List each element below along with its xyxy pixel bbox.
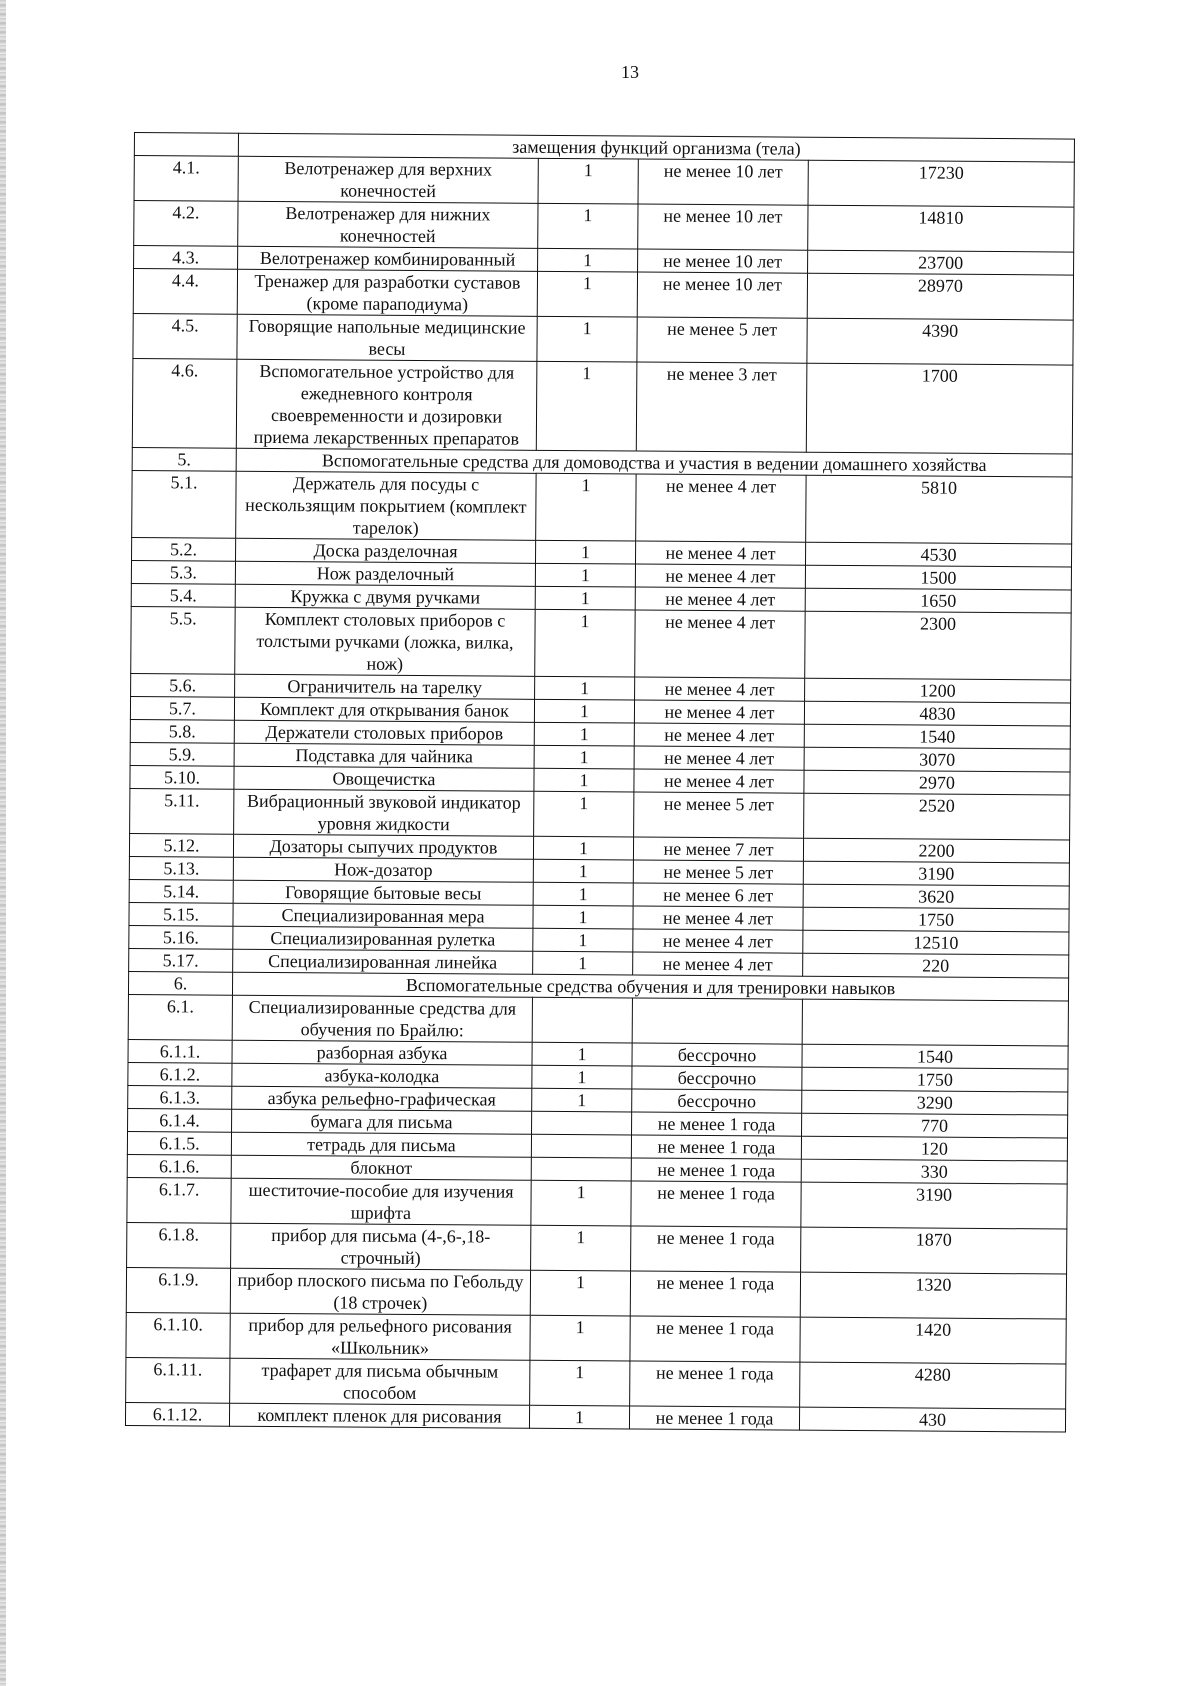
item-price xyxy=(802,999,1068,1046)
item-quantity: 1 xyxy=(538,158,638,204)
item-quantity: 1 xyxy=(532,1088,632,1112)
item-price: 1200 xyxy=(805,678,1071,703)
item-quantity: 1 xyxy=(534,722,634,746)
item-price: 3190 xyxy=(801,1182,1067,1229)
item-term: бессрочно xyxy=(632,1089,802,1113)
item-quantity: 1 xyxy=(538,203,638,249)
item-number: 4.5. xyxy=(133,313,237,359)
item-name: Тренажер для разработки суставов (кроме параподиума) xyxy=(237,269,537,316)
table-row xyxy=(132,358,1073,454)
item-price: 2300 xyxy=(805,611,1071,680)
table-row xyxy=(128,994,1068,1046)
page-number: 13 xyxy=(621,62,639,82)
item-name: Вибрационный звуковой индикатор уровня жидкости xyxy=(234,789,534,836)
item-price: 4530 xyxy=(805,542,1071,567)
item-quantity: 1 xyxy=(535,609,635,677)
item-quantity: 1 xyxy=(534,791,634,837)
item-number: 5.9. xyxy=(130,742,234,766)
item-number: 6.1.11. xyxy=(126,1357,230,1403)
item-quantity: 1 xyxy=(532,1042,632,1066)
item-name: тетрадь для письма xyxy=(231,1132,531,1157)
item-name: Дозаторы сыпучих продуктов xyxy=(233,834,533,859)
item-quantity: 1 xyxy=(534,745,634,769)
item-price: 3290 xyxy=(802,1090,1068,1115)
item-term: не менее 1 года xyxy=(631,1181,801,1227)
item-number: 5.16. xyxy=(129,925,233,949)
item-term: не менее 10 лет xyxy=(638,159,808,205)
item-number: 4.6. xyxy=(132,358,237,448)
item-number: 5.14. xyxy=(129,879,233,903)
item-term: не менее 10 лет xyxy=(637,272,807,318)
item-price: 4390 xyxy=(807,318,1073,365)
item-price: 28970 xyxy=(807,273,1073,320)
item-name: Велотренажер для нижних конечностей xyxy=(238,201,538,248)
table-row xyxy=(133,269,1073,321)
item-price: 770 xyxy=(802,1113,1068,1138)
item-price: 14810 xyxy=(808,205,1074,252)
item-number: 6.1.7. xyxy=(127,1177,231,1223)
item-term: не менее 4 лет xyxy=(633,952,803,976)
item-price: 120 xyxy=(801,1136,1067,1161)
item-name: Специализированная рулетка xyxy=(233,926,533,951)
item-number: 6.1. xyxy=(128,994,232,1040)
item-term: не менее 1 года xyxy=(629,1406,799,1430)
item-name: азбука-колодка xyxy=(232,1063,532,1088)
table-row xyxy=(126,1357,1066,1409)
item-name: Специализированная мера xyxy=(233,903,533,928)
item-price: 2970 xyxy=(804,770,1070,795)
item-quantity xyxy=(531,1134,631,1158)
item-number: 6.1.12. xyxy=(125,1402,229,1426)
item-term: не менее 4 лет xyxy=(635,564,805,588)
item-term: не менее 4 лет xyxy=(636,474,806,542)
item-quantity: 1 xyxy=(537,316,637,362)
item-number: 5.10. xyxy=(130,765,234,789)
item-name: Нож разделочный xyxy=(235,561,535,586)
item-quantity: 1 xyxy=(535,563,635,587)
item-number: 5.8. xyxy=(130,719,234,743)
section-title: замещения функций организма (тела) xyxy=(238,133,1074,162)
item-quantity: 1 xyxy=(533,905,633,929)
section-title: Вспомогательные средства обучения и для тренировки навыков xyxy=(232,972,1068,1001)
item-quantity: 1 xyxy=(531,1225,631,1271)
item-price: 2520 xyxy=(804,793,1070,840)
item-number: 5.12. xyxy=(129,833,233,857)
item-quantity xyxy=(531,1157,631,1181)
item-term: не менее 4 лет xyxy=(633,929,803,953)
item-term: не менее 4 лет xyxy=(635,541,805,565)
table-row xyxy=(131,606,1071,680)
item-quantity: 1 xyxy=(533,859,633,883)
item-quantity: 1 xyxy=(538,248,638,272)
item-price: 2200 xyxy=(803,838,1069,863)
item-quantity: 1 xyxy=(531,1180,631,1226)
item-name: Ограничитель на тарелку xyxy=(235,674,535,699)
item-number: 5.7. xyxy=(130,696,234,720)
item-name: Подставка для чайника xyxy=(234,743,534,768)
item-quantity: 1 xyxy=(537,271,637,317)
item-name: блокнот xyxy=(231,1155,531,1180)
item-term: не менее 1 года xyxy=(630,1271,800,1317)
scan-edge-artifact xyxy=(0,0,6,1686)
item-quantity xyxy=(532,1111,632,1135)
item-quantity: 1 xyxy=(533,836,633,860)
item-price: 12510 xyxy=(803,930,1069,955)
item-number: 5.3. xyxy=(131,560,235,584)
item-term: не менее 4 лет xyxy=(634,769,804,793)
table-row xyxy=(127,1177,1067,1229)
table-row xyxy=(126,1312,1066,1364)
item-term: не менее 4 лет xyxy=(635,677,805,701)
item-quantity: 1 xyxy=(533,951,633,975)
item-quantity: 1 xyxy=(534,699,634,723)
item-quantity: 1 xyxy=(530,1360,630,1406)
item-term: не менее 4 лет xyxy=(634,723,804,747)
item-name: Кружка с двумя ручками xyxy=(235,584,535,609)
item-number: 5.13. xyxy=(129,856,233,880)
item-name: азбука рельефно-графическая xyxy=(232,1086,532,1111)
item-name: Велотренажер комбинированный xyxy=(238,246,538,271)
item-term: не менее 4 лет xyxy=(634,746,804,770)
item-name: Держатель для посуды с нескользящим покрытием (комплект тарелок) xyxy=(236,471,536,540)
item-name: комплект пленок для рисования xyxy=(229,1403,529,1428)
item-name: Говорящие бытовые весы xyxy=(233,880,533,905)
item-term: не менее 1 года xyxy=(632,1112,802,1136)
item-price: 1700 xyxy=(806,363,1073,454)
item-name: шеститочие-пособие для изучения шрифта xyxy=(231,1178,531,1225)
item-term: бессрочно xyxy=(632,1066,802,1090)
item-name: Вспомогательное устройство для ежедневного контроля своевременности и дозировки приема лекарственных препаратов xyxy=(236,359,537,450)
item-price: 1320 xyxy=(800,1272,1066,1319)
item-price: 1420 xyxy=(800,1317,1066,1364)
item-term: не менее 5 лет xyxy=(633,860,803,884)
section-number xyxy=(134,133,238,157)
table-row xyxy=(130,788,1070,840)
table-row xyxy=(134,201,1074,253)
item-name: разборная азбука xyxy=(232,1040,532,1065)
item-number: 5.17. xyxy=(129,948,233,972)
section-title: Вспомогательные средства для домоводства и участия в ведении домашнего хозяйства xyxy=(236,448,1072,477)
item-quantity: 1 xyxy=(534,768,634,792)
item-quantity: 1 xyxy=(532,1065,632,1089)
item-price: 1650 xyxy=(805,588,1071,613)
item-price: 4830 xyxy=(804,701,1070,726)
item-number: 6.1.9. xyxy=(126,1267,230,1313)
item-term: не менее 4 лет xyxy=(634,700,804,724)
item-term: не менее 10 лет xyxy=(638,249,808,273)
item-name: прибор плоского письма по Гебольду (18 строчек) xyxy=(230,1268,530,1315)
section-number: 5. xyxy=(132,447,236,471)
item-term: не менее 1 года xyxy=(631,1158,801,1182)
item-number: 5.1. xyxy=(132,470,236,538)
item-price: 3620 xyxy=(803,884,1069,909)
item-name: Нож-дозатор xyxy=(233,857,533,882)
item-price: 3190 xyxy=(803,861,1069,886)
item-quantity: 1 xyxy=(535,586,635,610)
item-number: 6.1.6. xyxy=(127,1154,231,1178)
item-name: Велотренажер для верхних конечностей xyxy=(238,156,538,203)
item-number: 4.2. xyxy=(134,201,238,247)
item-quantity: 1 xyxy=(535,540,635,564)
table-body xyxy=(125,133,1074,1433)
item-number: 5.2. xyxy=(132,537,236,561)
table-row xyxy=(126,1267,1066,1319)
item-name: Овощечистка xyxy=(234,766,534,791)
item-term: не менее 1 года xyxy=(631,1135,801,1159)
item-number: 5.5. xyxy=(131,606,235,674)
item-name: Говорящие напольные медицинские весы xyxy=(237,314,537,361)
item-number: 6.1.8. xyxy=(127,1222,231,1268)
item-quantity: 1 xyxy=(529,1405,629,1429)
rehabilitation-means-table xyxy=(125,132,1075,1433)
item-price: 1750 xyxy=(803,907,1069,932)
item-price: 1540 xyxy=(804,724,1070,749)
item-price: 23700 xyxy=(808,250,1074,275)
item-price: 330 xyxy=(801,1159,1067,1184)
item-number: 5.11. xyxy=(130,788,234,834)
item-term: не менее 5 лет xyxy=(634,792,804,838)
item-price: 1750 xyxy=(802,1067,1068,1092)
item-term: не менее 1 года xyxy=(630,1316,800,1362)
item-price: 220 xyxy=(803,953,1069,978)
item-price: 5810 xyxy=(806,475,1072,544)
item-number: 4.4. xyxy=(133,269,237,315)
item-price: 17230 xyxy=(808,160,1074,207)
item-name: прибор для письма (4-,6-,18-строчный) xyxy=(231,1223,531,1270)
item-name: прибор для рельефного рисования «Школьник» xyxy=(230,1313,530,1360)
item-price: 1500 xyxy=(805,565,1071,590)
item-price: 3070 xyxy=(804,747,1070,772)
item-term xyxy=(632,998,802,1044)
item-name: Держатели столовых приборов xyxy=(234,720,534,745)
item-quantity: 1 xyxy=(530,1315,630,1361)
item-term: не менее 4 лет xyxy=(635,587,805,611)
item-quantity: 1 xyxy=(536,473,636,541)
item-term: не менее 4 лет xyxy=(635,610,805,678)
item-term: не менее 1 года xyxy=(631,1226,801,1272)
table-row xyxy=(134,156,1074,208)
item-term: не менее 1 года xyxy=(630,1361,800,1407)
item-number: 6.1.1. xyxy=(128,1039,232,1063)
item-number: 5.4. xyxy=(131,583,235,607)
item-number: 5.15. xyxy=(129,902,233,926)
item-quantity: 1 xyxy=(533,928,633,952)
item-quantity: 1 xyxy=(536,361,637,451)
table-row xyxy=(132,470,1072,544)
item-price: 4280 xyxy=(800,1362,1066,1409)
item-quantity: 1 xyxy=(530,1270,630,1316)
item-term: не менее 3 лет xyxy=(636,362,807,452)
item-name: Доска разделочная xyxy=(236,538,536,563)
item-name: Комплект для открывания банок xyxy=(234,697,534,722)
item-term: не менее 6 лет xyxy=(633,883,803,907)
item-number: 6.1.3. xyxy=(128,1085,232,1109)
item-number: 6.1.10. xyxy=(126,1312,230,1358)
item-number: 6.1.4. xyxy=(128,1108,232,1132)
item-price: 1870 xyxy=(801,1227,1067,1274)
item-name: Комплект столовых приборов с толстыми ручками (ложка, вилка, нож) xyxy=(235,607,535,676)
item-quantity: 1 xyxy=(533,882,633,906)
item-name: Специализированная линейка xyxy=(233,949,533,974)
item-name: бумага для письма xyxy=(232,1109,532,1134)
item-price: 430 xyxy=(799,1407,1065,1432)
item-price: 1540 xyxy=(802,1044,1068,1069)
item-number: 4.1. xyxy=(134,156,238,202)
item-number: 4.3. xyxy=(134,246,238,270)
item-term: не менее 7 лет xyxy=(633,837,803,861)
item-term: бессрочно xyxy=(632,1043,802,1067)
item-name: Специализированные средства для обучения по Брайлю: xyxy=(232,995,532,1042)
item-quantity: 1 xyxy=(535,676,635,700)
item-term: не менее 10 лет xyxy=(638,204,808,250)
item-name: трафарет для письма обычным способом xyxy=(230,1358,530,1405)
section-number: 6. xyxy=(128,971,232,995)
table-row xyxy=(127,1222,1067,1274)
item-number: 5.6. xyxy=(131,673,235,697)
item-term: не менее 5 лет xyxy=(637,317,807,363)
item-number: 6.1.2. xyxy=(128,1062,232,1086)
item-term: не менее 4 лет xyxy=(633,906,803,930)
item-quantity xyxy=(532,997,632,1043)
item-number: 6.1.5. xyxy=(127,1131,231,1155)
table-row xyxy=(133,313,1073,365)
